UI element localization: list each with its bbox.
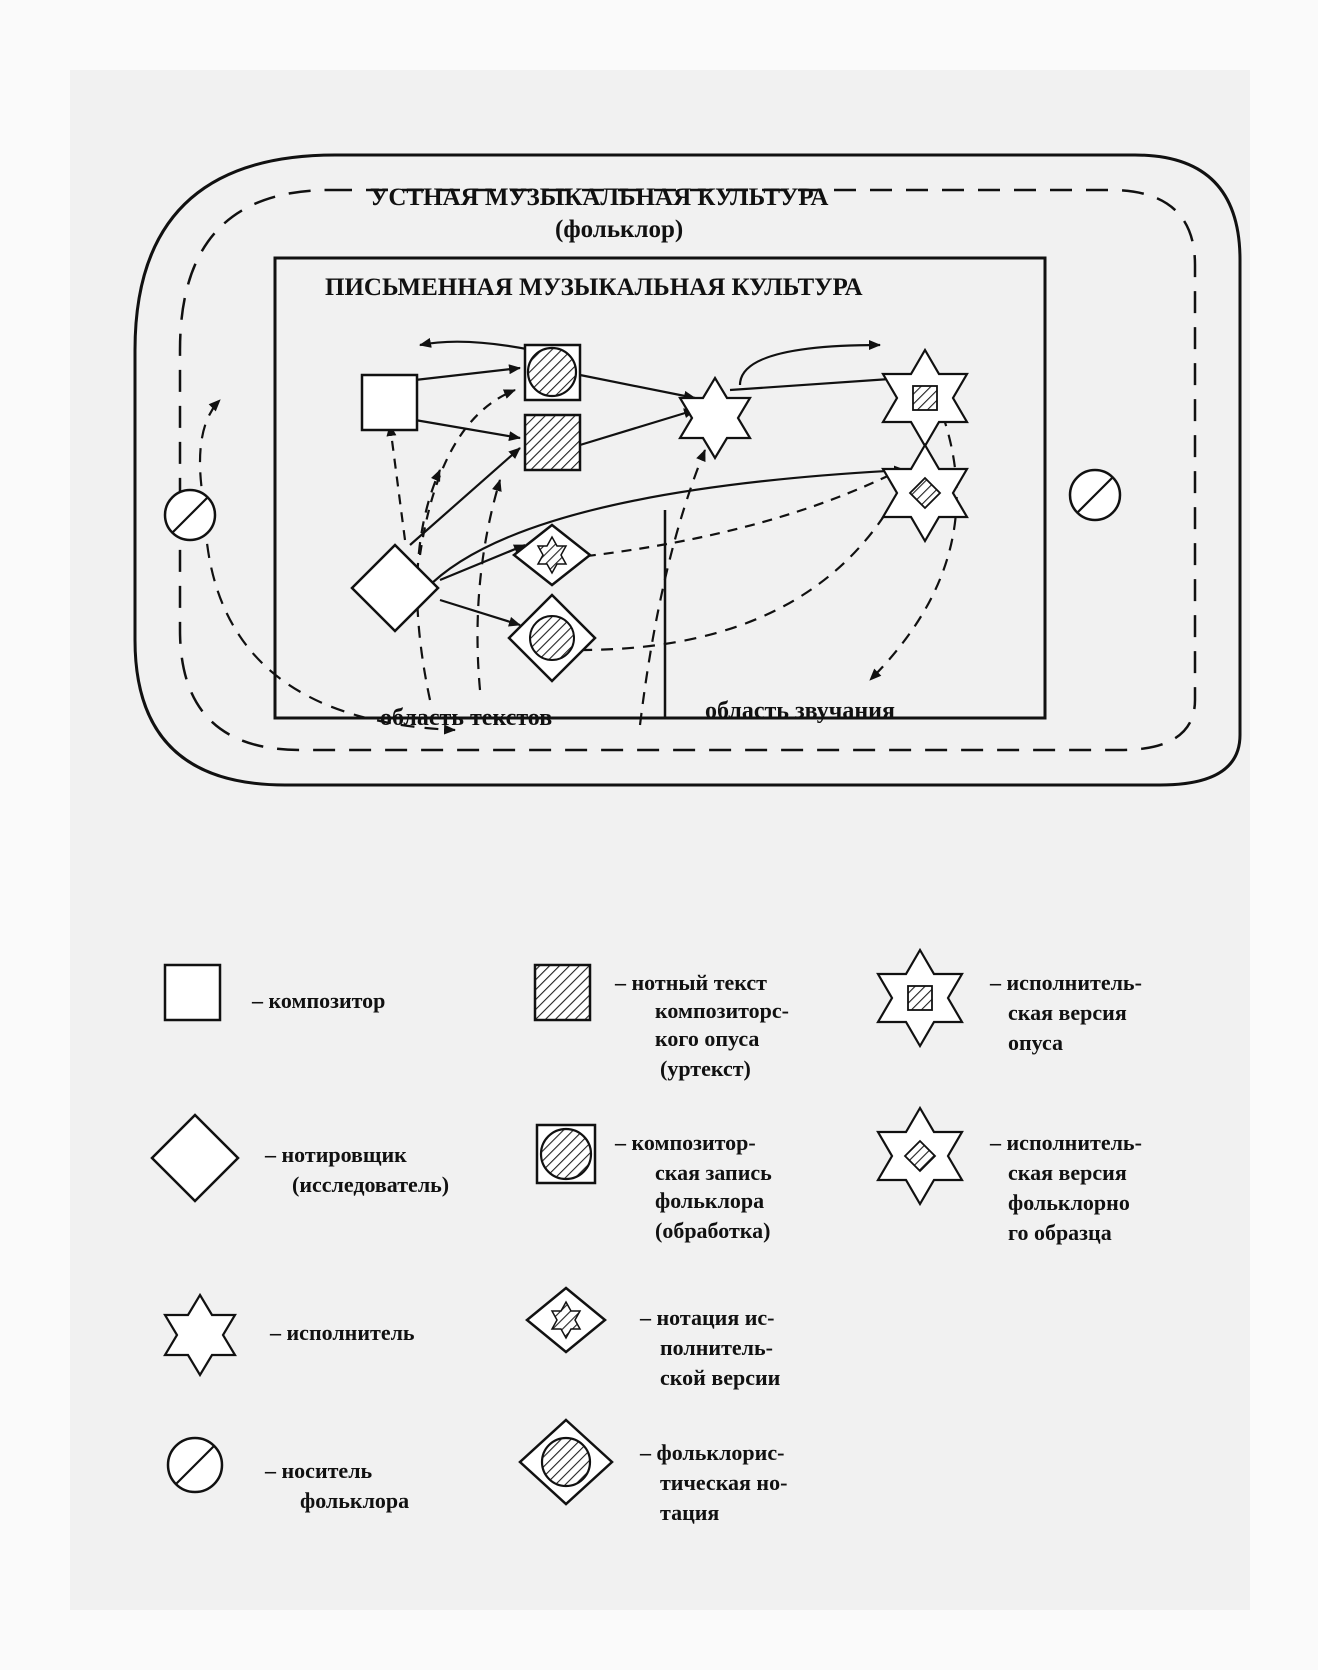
arrow-diamond-to-urtext xyxy=(420,390,515,555)
folk-bearer-right-node-icon xyxy=(1070,470,1120,520)
legend-texts xyxy=(251,970,1142,1525)
legend-performer-version-line-1: – исполнитель- xyxy=(990,970,1142,995)
arrow-dashed-right xyxy=(580,480,905,650)
legend-folk-bearer-line-2: фольклора xyxy=(300,1488,410,1513)
legend-composer-label: – композитор xyxy=(252,988,386,1013)
legend-notator-line-1: – нотировщик xyxy=(265,1142,407,1167)
legend-composer-icon xyxy=(165,965,220,1020)
legend-urtext-line-4: (уртекст) xyxy=(660,1056,751,1081)
arrow-composer-to-urtext xyxy=(415,368,520,380)
legend-urtext-line-2: композиторс- xyxy=(655,998,789,1023)
legend-folk-notation-line-3: тация xyxy=(660,1500,720,1525)
legend-notator-line-2: (исследователь) xyxy=(292,1172,450,1197)
legend-performer-version-line-3: опуса xyxy=(1008,1030,1064,1055)
arrow-composer-to-folk-record xyxy=(415,420,520,438)
legend-performer-notation-line-1: – нотация ис- xyxy=(640,1305,775,1330)
legend-folk-record-line-3: фольклора xyxy=(655,1188,765,1213)
written-culture-title: ПИСЬМЕННАЯ МУЗЫКАЛЬНАЯ КУЛЬТУРА xyxy=(325,274,863,301)
arrow-performer-to-version xyxy=(730,378,905,390)
legend-notator-icon xyxy=(152,1115,238,1201)
legend-folk-performer-version-icon xyxy=(878,1108,962,1204)
legend-folk-performer-version-line-2: ская версия xyxy=(1008,1160,1127,1185)
legend-urtext-line-3: кого опуса xyxy=(655,1026,760,1051)
legend-folk-notation-icon xyxy=(520,1420,612,1504)
legend-performer-label: – исполнитель xyxy=(270,1320,415,1345)
legend-folk-record-line-1: – композитор- xyxy=(615,1130,756,1155)
legend-folk-bearer-line-1: – носитель xyxy=(265,1458,373,1483)
urtext-node-icon xyxy=(525,415,580,470)
legend-folk-record-icon xyxy=(537,1125,595,1183)
folk-notation-node-icon xyxy=(509,595,595,681)
arrow-dashed-up-1 xyxy=(478,480,501,690)
region-texts-label: область текстов xyxy=(380,705,553,731)
arrow-dashed-folk-to-diamond xyxy=(205,520,455,730)
oral-culture-boundary xyxy=(135,155,1240,785)
legend-folk-bearer-icon xyxy=(168,1438,222,1492)
legend-folk-notation-line-2: тическая но- xyxy=(660,1470,788,1495)
legend-performer-version-icon xyxy=(878,950,962,1046)
arrow-dashed-return xyxy=(870,395,957,680)
legend-folk-record-line-2: ская запись xyxy=(655,1160,772,1185)
legend-folk-record-line-4: (обработка) xyxy=(655,1218,771,1243)
legend-folk-performer-version-line-4: го образца xyxy=(1008,1220,1112,1245)
performer-notation-node-icon xyxy=(514,525,590,585)
folk-record-node-icon xyxy=(525,345,580,400)
legend-folk-performer-version-line-3: фольклорно xyxy=(1008,1190,1130,1215)
arrow-diamond-to-folk-notation xyxy=(440,600,520,625)
legend-performer-notation-line-2: полнитель- xyxy=(660,1335,773,1360)
legend-performer-version-line-2: ская версия xyxy=(1008,1000,1127,1025)
oral-culture-subtitle: (фольклор) xyxy=(555,216,684,243)
legend-folk-notation-line-1: – фольклорис- xyxy=(640,1440,785,1465)
performer-version-node-icon xyxy=(883,350,967,446)
legend-urtext-icon xyxy=(535,965,590,1020)
arrow-diamond-to-folk-record xyxy=(410,448,520,545)
arrow-dashed-long xyxy=(640,450,705,725)
legend-folk-performer-version-line-1: – исполнитель- xyxy=(990,1130,1142,1155)
folk-bearer-left-node-icon xyxy=(165,490,215,540)
notator-node-icon xyxy=(352,545,438,631)
arrow-star-note-to-star xyxy=(550,470,900,560)
region-sound-label: область звучания xyxy=(705,698,895,724)
arrow-diamond-to-composer xyxy=(390,425,405,540)
legend-performer-icon xyxy=(165,1295,235,1375)
composer-node-icon xyxy=(362,375,417,430)
legend-performer-notation-icon xyxy=(527,1288,605,1352)
arrow-folk-record-to-performer xyxy=(580,410,695,445)
arrow-urtext-to-performer xyxy=(580,375,695,398)
legend-performer-notation-line-3: ской версии xyxy=(660,1365,781,1390)
arrow-performer-top-curve xyxy=(740,345,880,385)
oral-culture-title: УСТНАЯ МУЗЫКАЛЬНАЯ КУЛЬТУРА xyxy=(370,184,829,211)
legend-urtext-line-1: – нотный текст xyxy=(615,970,767,995)
